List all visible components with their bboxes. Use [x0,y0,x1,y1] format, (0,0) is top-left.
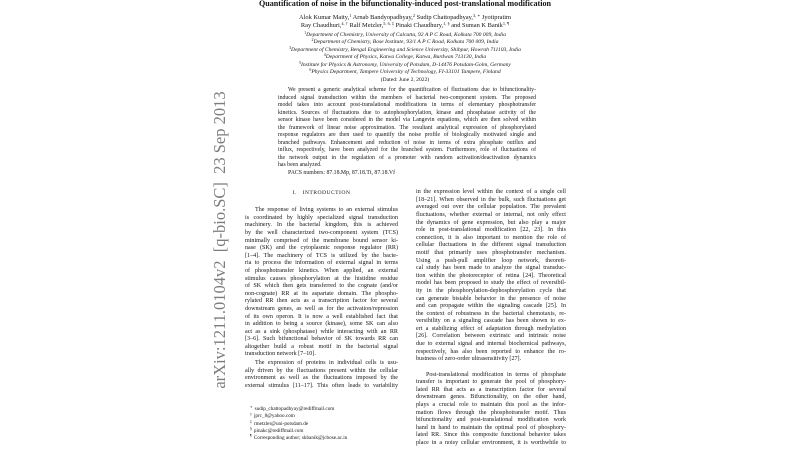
footnote [245,406,398,413]
paragraph-line: lated RR. Since this composite functional behavior takes [416,432,566,439]
paragraph-line: place in a noisy cellular environment, it is worthwhile to [416,439,566,446]
paragraph-line: external stimulus [11–17]. This often leads to variability [245,382,398,389]
paragraph-line: due to external signal and internal biochemical pathways, [416,341,566,348]
left-column-paragraph [245,360,398,390]
author-affiliation-mark: 4, † [341,20,348,26]
footnote-mark: ¶ [250,434,252,439]
paragraph-line: cellular fluctuations in the different signal transduction [416,242,566,249]
paragraph-line: downstream genes, as well as for the activation/repression [245,305,398,312]
paragraph-line: non-cognate) RR at its aspartate domain. The phospho- [245,290,398,297]
paragraph-line: hand in hand to maintain the optimal pool of phosphory- [416,424,566,431]
paragraph-line: by the well characterized two-component system (TCS) [245,229,398,236]
paragraph-line: ert a stabilizing effect of adaptation through methylation [416,325,566,332]
paragraph-line: tion within the photoreceptor of retina [24]. Theoretical [416,272,566,279]
paragraph-line: can generate bistable behavior in the presence of noise [416,295,566,302]
paper-title: Quantification of noise in the bifunctionality-induced post-translational modification [258,0,552,8]
paragraph-line: model has been proposed to study the effect of reversibil- [416,280,566,287]
paragraph-line: altogether build a robust motif in the bacterial signal [245,343,398,350]
abstract-line: sensor kinase have been considered in the model via Langevin equations, which are then solved within [278,117,536,124]
paragraph-line: the dynamics of gene expression, but also play a major [416,219,566,226]
affiliation-text: Department of Chemistry, Bose Institute, 93/1 A P C Road, Kolkata 700 009, India [313,39,499,46]
abstract-line: We present a generic analytical scheme for the quantification of fluctuations due to bifunctionality- [288,87,536,94]
author-affiliation-mark: 1 [349,12,352,18]
paragraph-line: act as a sink (phosphatase) while interacting with an RR [245,328,398,335]
paragraph-line: connection, it is also important to mention the role of [416,234,566,241]
paragraph-line: motif that primarily uses phosphotransfer mechanism. [416,249,566,256]
footnote-text: Corresponding author; skbanik@jcbose.ac.in [253,435,348,442]
footnote [245,428,398,435]
author-name: Alok Kumar Maity, [299,14,350,21]
paragraph-line: Using a push-pull amplifier loop network, theoreti- [416,257,566,264]
paragraph-line: stimulus causes phosphorylation at the histidine residue [245,275,398,282]
paragraph-line: fluctuations, whether external or internal, not only effect [416,211,566,218]
abstract-line: model takes into account post-translational modifications in terms of elementary phosphotransfer [278,102,536,109]
author-name: and Suman K Banik [451,22,503,29]
paragraph-line: of phosphotransfer kinetics. When applied, an external [245,267,398,274]
paragraph-line: averaged out over the cellular population. The prevalent [416,204,566,211]
footnotes [245,406,398,442]
author-line-2 [225,22,585,30]
paragraph-line: in addition to being a source (kinase), some SK can also [245,321,398,328]
paragraph-line: role in post-translational modification [22, 23]. In this [416,227,566,234]
affiliation-number: 1 [304,30,307,35]
footnote-mark: ∗ [250,405,253,410]
paragraph-line: and can propagate within the signaling cascade [25]. In [416,303,566,310]
paragraph-line: the context of robustness in the bacterial chemotaxis, re- [416,310,566,317]
author-name: Ray Chaudhuri, [300,22,342,29]
author-name: Sudip Chattopadhyay, [416,14,474,21]
paragraph-line: plays a crucial role to maintain this pool as the infor- [416,401,566,408]
paragraph-line: environment as well as the fluctuations imposed by the [245,375,398,382]
paragraph-line: ally driven by the fluctuations present within the cellular [245,367,398,374]
author-affiliation-mark: 5, 6, ‡ [383,20,395,26]
pacs-numbers: PACS numbers: 87.18.Mp, 87.18.Tt, 87.18.Vf [288,169,396,176]
abstract-line: kinetics. Sources of fluctuations due to autophosphorylation, kinase and phosphatase activity of the [278,109,536,116]
abstract [278,87,536,170]
affiliation-text: Department of Chemistry, Bengal Engineering and Science University, Shibpur, Howrah 711103, India [291,46,521,53]
author-name: Pinaki Chaudhury, [395,22,444,29]
paragraph-line: Post-translational modification in terms of phosphate [426,371,566,378]
affiliation-text: Institute for Physics & Astronomy, University of Potsdam, D-14476 Potsdam-Golm, Germany [301,61,511,68]
affiliation-text: Department of Chemistry, University of Calcutta, 92 A P C Road, Kolkata 700 009, India [306,31,506,38]
paragraph-line: bustness of zero-order ultrasensitivity [27]. [416,356,522,363]
paragraph-line: ity in the phosphorylation-dephosphorylation cycle that [416,287,566,294]
dated-line: (Dated: June 2, 2022) [380,76,430,83]
paragraph-line: minimally comprised of the membrane bound sensor ki- [245,237,398,244]
affiliation-number: 5 [299,60,302,65]
author-name: Jyotipratim [481,14,511,21]
affiliation-number: 2 [311,38,314,43]
affiliation [225,39,585,47]
footnote-mark: † [250,412,252,417]
abstract-line: influx, respectively, have been analyzed for the branched system. Furthermore, role of fluctuations of [278,147,536,154]
abstract-line: response regulators are then used to quantify the noise profile of biologically motivated single and [278,132,536,139]
paragraph-line: transduction network [7–10]. [245,351,316,358]
paragraph-line: [26]. Correlation between extrinsic and intrinsic noise [416,333,566,340]
footnote [245,421,398,428]
abstract-line: the framework of linear noise approximation. The resultant analytical expression of phosphorylated [278,124,536,131]
paragraph-line: rylated RR then acts as a transcription factor for several [245,298,398,305]
paragraph-line: versibility on a signaling cascade has been shown to ex- [416,318,566,325]
paragraph-line: nase (SK) and the cytoplasmic response regulator (RR) [245,245,398,252]
left-column-paragraph [245,207,398,359]
footnote-mark: ‡ [250,419,252,424]
paragraph-line: [18–21]. When observed in the bulk, such fluctuations get [416,196,566,203]
footnote-text: sudip_chattopadhyay@rediffmail.com [254,406,335,412]
paragraph-line: respectively, has also been reported to enhance the ro- [416,348,566,355]
affiliation-text: Physics Department, Tampere University of Technology, FI-33101 Tampere, Finland [311,69,501,76]
paragraph-line: [3–6]. Such bifunctional behavior of SK towards RR can [245,336,398,343]
author-name: Ralf Metzler, [349,22,384,29]
right-column-paragraph [416,372,566,448]
author-affiliation-mark: 1, ¶ [502,20,510,26]
abstract-line: the network output in the regulation of a promoter with random activation/deactivation dynamics [278,154,536,161]
paragraph-line: mation flows through the phosphotransfer motif. Thus [416,409,566,416]
affiliation-number: 6 [309,68,312,73]
paragraph-line: ria to process the information of external signal in terms [245,260,398,267]
affiliation-list [225,32,585,78]
footnote-text: rmetzler@uni-potsdam.de [253,420,309,427]
paragraph-line: [1–4]. The machinery of TCS is utilized by the bacte- [245,252,398,259]
abstract-line: has been analyzed. [278,162,322,169]
section-heading [245,190,398,198]
paragraph-line: cal study has been made to analyze the signal transduc- [416,265,566,272]
affiliation [225,54,585,62]
abstract-line: branched pathways. Enhancement and reduction of noise in terms of extra phosphate outflux and [278,139,536,146]
footnote-text: jprc_8@yahoo.com [253,413,295,420]
footnote [245,435,398,442]
right-column-paragraph [416,189,566,364]
affiliation-number: 3 [289,45,292,50]
footnote-mark: § [250,427,252,432]
paragraph-line: downstream genes. Bifunctionality, on the other hand, [416,394,566,401]
paragraph-line: The response of living systems to an external stimulus [255,207,398,214]
paragraph-line: lated RR that acts as a transcription factor for several [416,386,566,393]
paragraph-line: machinery. In the bacterial kingdom, this is achieved [245,222,398,229]
affiliation-number: 4 [323,53,326,58]
paragraph-line: transfer is important to generate the pool of phosphory- [416,379,566,386]
author-name: Arnab Bandyopadhyay, [352,14,413,21]
footnote-text: pinakc@rediffmail.com [253,427,304,434]
affiliation-text: Department of Physics, Katwa College, Katwa, Burdwan 713130, India [325,54,487,61]
author-affiliation-mark: 3, ∗ [473,12,481,18]
paragraph-line: of its own operon. It is now a well established fact that [245,313,398,320]
author-list [225,14,585,30]
paragraph-line: The expression of proteins in individual cells is usu- [255,360,398,366]
abstract-line: induced signal transduction within the members of bacterial two-component system. The proposed [278,94,536,101]
section-number: I. [292,189,297,196]
footnote [245,413,398,420]
paragraph-line: in the expression level within the context of a single cell [416,189,566,196]
author-affiliation-mark: 1, § [443,20,450,26]
paragraph-line: is coordinated by highly specialized signal transduction [245,214,398,221]
paragraph-line: of SK which then gets transferred to the cognate (and/or [245,283,398,290]
arxiv-stamp: arXiv:1211.0104v2 [q-bio.SC] 23 Sep 2013 [210,91,229,389]
section-title: INTRODUCTION [302,189,351,196]
author-line-1 [225,14,585,22]
paragraph-line: bifunctionality and post-translational modification work [416,417,566,424]
author-affiliation-mark: 2 [412,12,416,18]
